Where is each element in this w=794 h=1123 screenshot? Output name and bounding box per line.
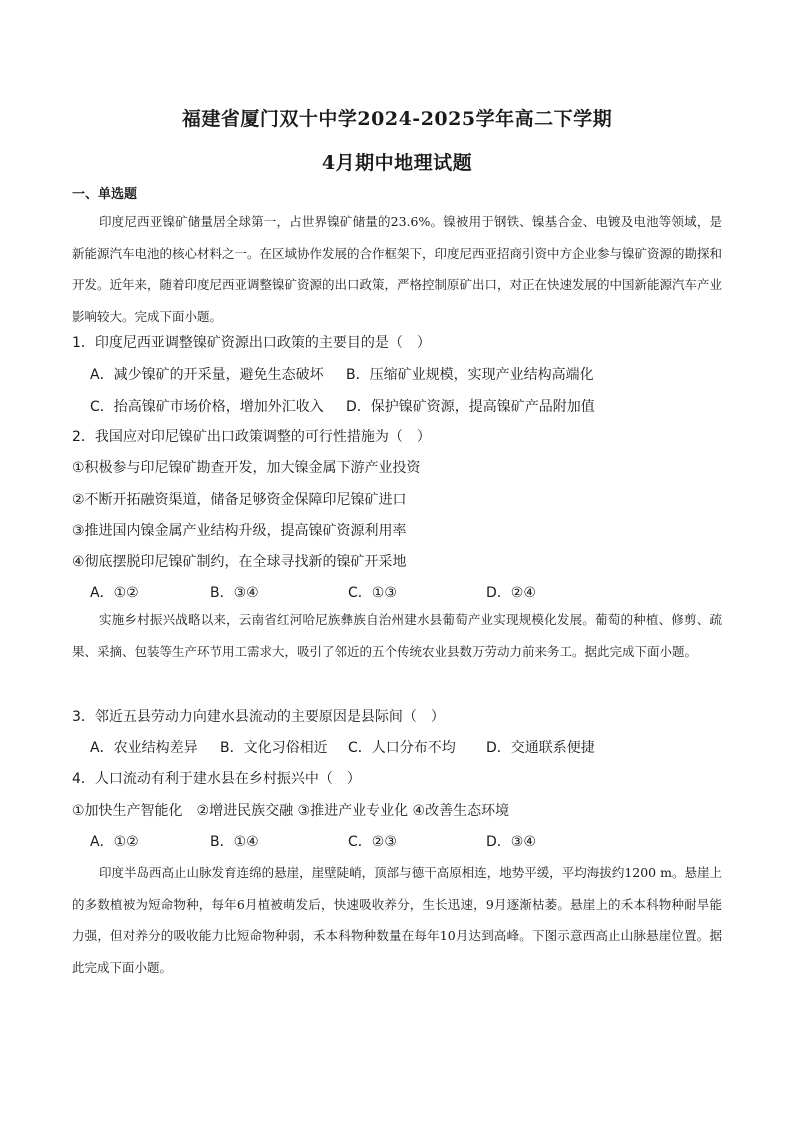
question-1-option-a[interactable]: A．减少镍矿的开采量，避免生态破坏 xyxy=(90,367,324,383)
question-1-stem: 1．印度尼西亚调整镍矿资源出口政策的主要目的是（ ） xyxy=(72,335,431,351)
question-4-stem: 4．人口流动有利于建水县在乡村振兴中（ ） xyxy=(72,771,361,787)
question-1-option-b[interactable]: B．压缩矿业规模，实现产业结构高端化 xyxy=(346,367,594,383)
question-2-item-2: ②不断开拓融资渠道，储备足够资金保障印尼镍矿进口 xyxy=(72,492,407,508)
exam-title-line-2: 4月期中地理试题 xyxy=(321,152,473,174)
question-4-option-c[interactable]: C．②③ xyxy=(348,834,397,850)
question-3-option-d[interactable]: D．交通联系便捷 xyxy=(486,740,595,756)
question-3-option-c[interactable]: C．人口分布不均 xyxy=(348,740,456,756)
question-3-option-a[interactable]: A．农业结构差异 xyxy=(90,740,198,756)
question-2-stem: 2．我国应对印尼镍矿出口政策调整的可行性措施为（ ） xyxy=(72,429,431,445)
question-3-options-row xyxy=(90,737,710,757)
question-4-option-b[interactable]: B．①④ xyxy=(210,834,259,850)
question-4-options-row xyxy=(90,831,710,851)
passage-grape-industry: 实施乡村振兴战略以来，云南省红河哈尼族彝族自治州建水县葡萄产业实现规模化发展。葡萄的种植、修剪、疏果、采摘、包装等生产环节用工需求大，吸引了邻近的五个传统农业县数万劳动力前来务工。据此完成下面小题。 xyxy=(72,612,722,659)
question-1-option-c[interactable]: C．抬高镍矿市场价格，增加外汇收入 xyxy=(90,399,324,415)
question-1-options-row-1 xyxy=(90,364,710,384)
question-4-option-d[interactable]: D．③④ xyxy=(486,834,536,850)
question-4-items: ①加快生产智能化 ②增进民族交融 ③推进产业专业化 ④改善生态环境 xyxy=(72,803,510,819)
question-2-item-3: ③推进国内镍金属产业结构升级，提高镍矿资源利用率 xyxy=(72,523,407,539)
question-2-option-a[interactable]: A．①② xyxy=(90,585,139,601)
question-4-option-a[interactable]: A．①② xyxy=(90,834,139,850)
question-2-option-d[interactable]: D．②④ xyxy=(486,585,536,601)
question-2-option-c[interactable]: C．①③ xyxy=(348,585,397,601)
question-3-stem: 3．邻近五县劳动力向建水县流动的主要原因是县际间（ ） xyxy=(72,709,445,725)
section-heading: 一、单选题 xyxy=(72,187,138,202)
question-1-options-row-2 xyxy=(90,396,710,416)
exam-title-line-1: 福建省厦门双十中学2024-2025学年高二下学期 xyxy=(181,108,613,130)
question-1-option-d[interactable]: D．保护镍矿资源，提高镍矿产品附加值 xyxy=(346,399,595,415)
question-3-option-b[interactable]: B．文化习俗相近 xyxy=(220,740,328,756)
passage-western-ghats: 印度半岛西高止山脉发育连绵的悬崖，崖壁陡峭，顶部与德干高原相连，地势平缓，平均海拔约1200 m。悬崖上的多数植被为短命物种，每年6月植被萌发后，快速吸收养分，生长迅速，9月逐渐枯萎。悬崖上的禾本科物种耐旱能力强，但对养分的吸收能力比短命物种弱，禾本科物种数量在每年10月达到高峰。下图示意西高止山脉悬崖位置。据此完成下面小题。 xyxy=(72,865,722,975)
question-2-option-b[interactable]: B．③④ xyxy=(210,585,259,601)
passage-nickel: 印度尼西亚镍矿储量居全球第一，占世界镍矿储量的23.6%。镍被用于钢铁、镍基合金、电镀及电池等领域，是新能源汽车电池的核心材料之一。在区域协作发展的合作框架下，印度尼西亚招商引资中方企业参与镍矿资源的勘探和开发。近年来，随着印度尼西亚调整镍矿资源的出口政策，严格控制原矿出口，对正在快速发展的中国新能源汽车产业影响较大。完成下面小题。 xyxy=(72,214,723,324)
question-2-options-row xyxy=(90,582,710,602)
question-2-item-4: ④彻底摆脱印尼镍矿制约，在全球寻找新的镍矿开采地 xyxy=(72,554,407,570)
question-2-item-1: ①积极参与印尼镍矿勘查开发，加大镍金属下游产业投资 xyxy=(72,460,421,476)
